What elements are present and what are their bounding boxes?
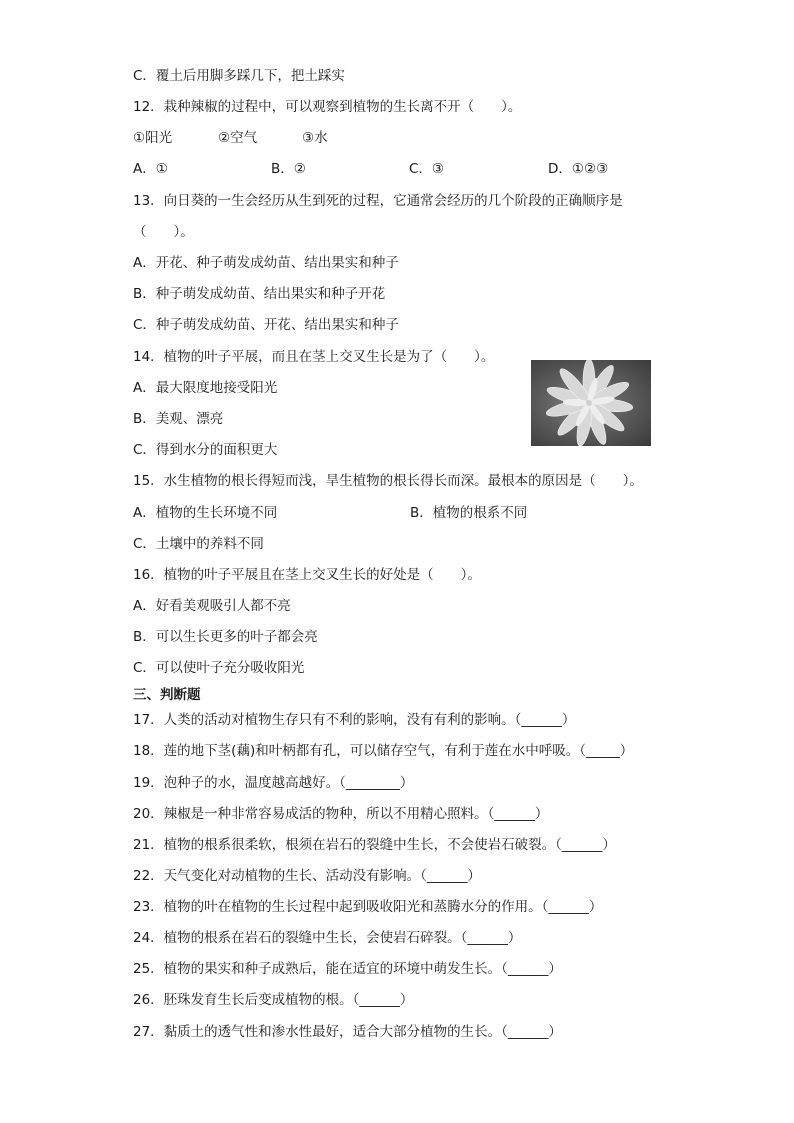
q12-item-3: ③水 xyxy=(302,130,328,146)
q12-option-c: C．③ xyxy=(409,161,445,177)
leaf-rosette-image xyxy=(531,360,651,446)
q21: 21．植物的根系很柔软，根须在岩石的裂缝中生长，不会使岩石破裂。（______） xyxy=(133,837,616,853)
q15-option-b: B．植物的根系不同 xyxy=(410,505,528,521)
q12-option-b: B．② xyxy=(271,161,306,177)
q12-option-a: A．① xyxy=(133,161,168,177)
q23: 23．植物的叶在植物的生长过程中起到吸收阳光和蒸腾水分的作用。（______） xyxy=(133,899,603,915)
q16-stem: 16．植物的叶子平展且在茎上交叉生长的好处是（ ）。 xyxy=(133,567,481,583)
q16-option-b: B．可以生长更多的叶子都会亮 xyxy=(133,629,318,645)
q22: 22．天气变化对动植物的生长、活动没有影响。（______） xyxy=(133,868,481,884)
section-heading-true-false: 三、判断题 xyxy=(133,687,201,703)
q12-stem: 12．栽种辣椒的过程中，可以观察到植物的生长离不开（ ）。 xyxy=(133,99,522,115)
q15-option-c: C．土壤中的养料不同 xyxy=(133,536,264,552)
q12-item-1: ①阳光 xyxy=(133,130,173,146)
q14-option-b: B．美观、漂亮 xyxy=(133,411,224,427)
q13-option-c: C．种子萌发成幼苗、开花、结出果实和种子 xyxy=(133,317,399,333)
q11-option-c: C．覆土后用脚多踩几下，把土踩实 xyxy=(133,68,345,84)
q24: 24．植物的根系在岩石的裂缝中生长，会使岩石碎裂。（______） xyxy=(133,930,522,946)
q15-stem: 15．水生植物的根长得短而浅，旱生植物的根长得长而深。最根本的原因是（ ）。 xyxy=(133,473,643,489)
q27: 27．黏质土的透气性和渗水性最好，适合大部分植物的生长。（______） xyxy=(133,1024,562,1040)
q14-option-a: A．最大限度地接受阳光 xyxy=(133,380,278,396)
q26: 26．胚珠发育生长后变成植物的根。（______） xyxy=(133,992,414,1008)
leaf-photo xyxy=(531,360,651,446)
q13-option-a: A．开花、种子萌发成幼苗、结出果实和种子 xyxy=(133,255,399,271)
q12-item-2: ②空气 xyxy=(218,130,258,146)
q17: 17．人类的活动对植物生存只有不利的影响，没有有利的影响。（______） xyxy=(133,712,576,728)
q15-option-a: A．植物的生长环境不同 xyxy=(133,505,278,521)
q16-option-c: C．可以使叶子充分吸收阳光 xyxy=(133,660,305,676)
q20: 20．辣椒是一种非常容易成活的物种，所以不用精心照料。（______） xyxy=(133,806,549,822)
q19: 19．泡种子的水，温度越高越好。（________） xyxy=(133,775,414,791)
q25: 25．植物的果实和种子成熟后，能在适宜的环境中萌发生长。（______） xyxy=(133,961,562,977)
q13-stem-cont: （ ）。 xyxy=(133,224,194,240)
q12-option-d: D．①②③ xyxy=(548,161,609,177)
q18: 18．莲的地下茎(藕)和叶柄都有孔，可以储存空气，有利于莲在水中呼吸。（_____） xyxy=(133,743,634,759)
q13-stem: 13．向日葵的一生会经历从生到死的过程，它通常会经历的几个阶段的正确顺序是 xyxy=(133,193,623,209)
q13-option-b: B．种子萌发成幼苗、结出果实和种子开花 xyxy=(133,286,386,302)
q14-option-c: C．得到水分的面积更大 xyxy=(133,442,278,458)
q14-stem: 14．植物的叶子平展，而且在茎上交叉生长是为了（ ）。 xyxy=(133,349,495,365)
q16-option-a: A．好看美观吸引人都不亮 xyxy=(133,598,291,614)
